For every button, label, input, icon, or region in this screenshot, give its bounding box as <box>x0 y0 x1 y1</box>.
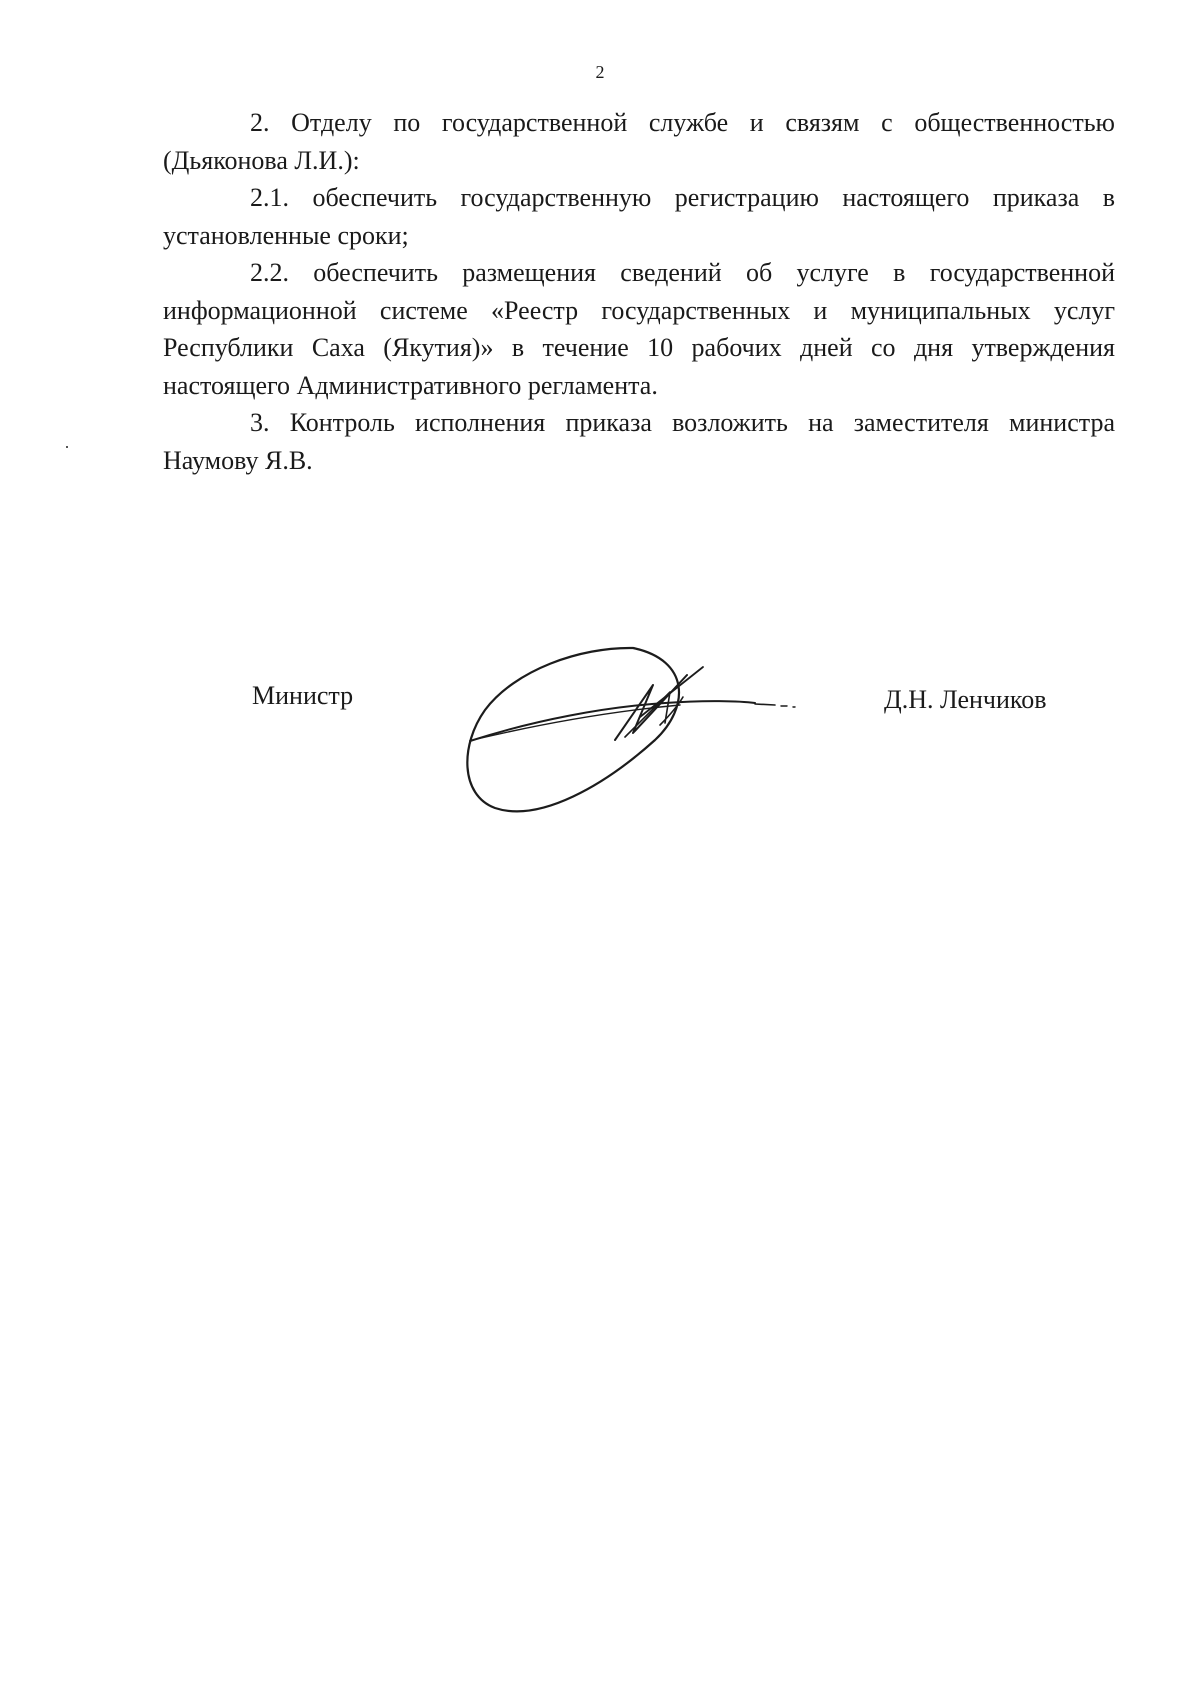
signatory-name: Д.Н. Ленчиков <box>884 685 1047 714</box>
document-body <box>163 104 1115 479</box>
paragraph-item-2: 2. Отделу по государственной службе и связям с общественностью (Дьяконова Л.И.): <box>163 108 1115 175</box>
paragraph-item-2-2: 2.2. обеспечить размещения сведений об услуге в государственной информационной системе «Реестр государственных и муниципальных услуг Республики Саха (Якутия)» в течение 10 рабочих дней со дня утверждения настоящего Административного регламента. <box>163 258 1115 400</box>
signatory-position: Министр <box>252 681 354 710</box>
scan-speck <box>66 446 68 448</box>
handwritten-signature <box>455 645 815 820</box>
paragraph-item-2-1: 2.1. обеспечить государственную регистрацию настоящего приказа в установленные сроки; <box>163 183 1115 250</box>
paragraph-item-3: 3. Контроль исполнения приказа возложить на заместителя министра Наумову Я.В. <box>163 408 1115 475</box>
page-number: 2 <box>595 62 605 82</box>
